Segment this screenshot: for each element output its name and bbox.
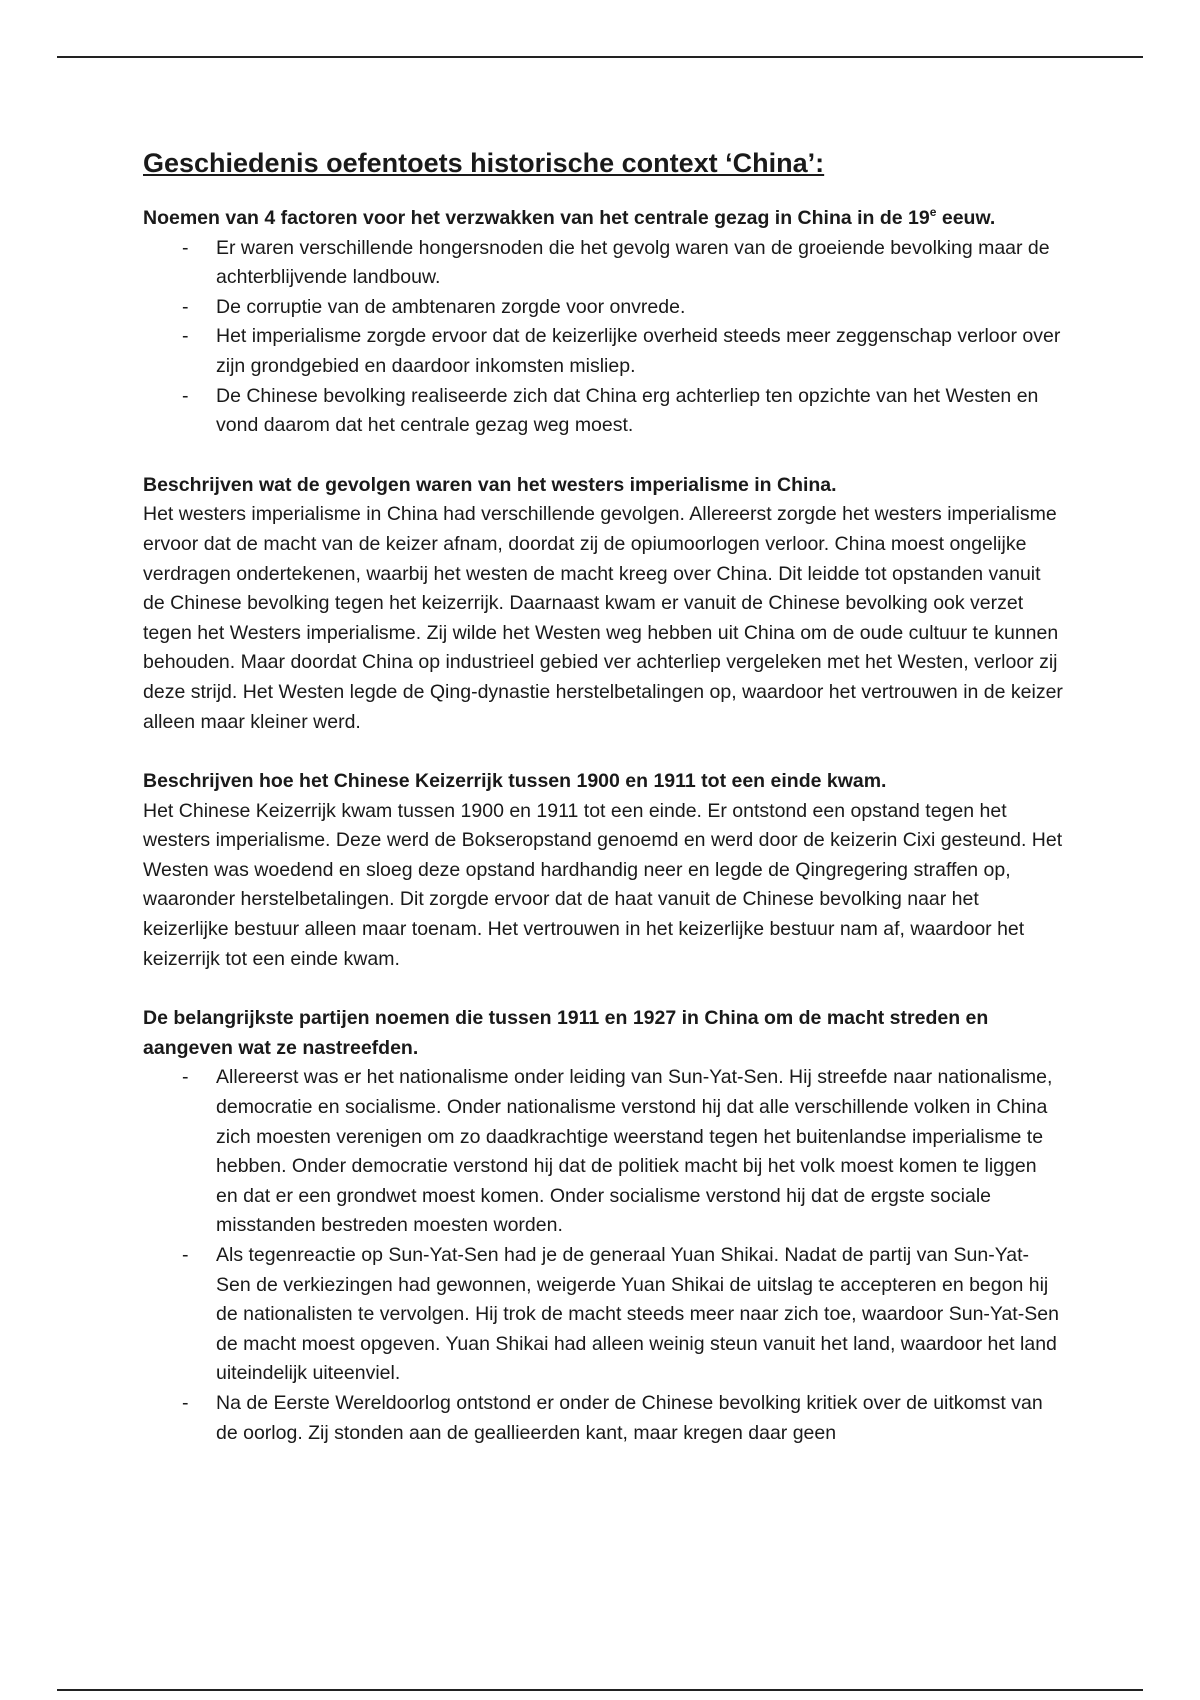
list-item	[143, 322, 1063, 381]
list-item	[143, 293, 1063, 323]
dash-bullet: -	[182, 1244, 189, 1266]
list-item-text: Na de Eerste Wereldoorlog ontstond er onder de Chinese bevolking kritiek over de uitkomst van de oorlog. Zij stonden aan de geallieerden kant, maar kregen daar geen	[216, 1391, 1043, 1444]
dash-bullet: -	[182, 295, 189, 318]
section-heading: De belangrijkste partijen noemen die tussen 1911 en 1927 in China om de macht streden en aangeven wat ze nastreefden.	[143, 1007, 989, 1059]
section-heading	[143, 204, 1063, 234]
list-item	[143, 1063, 1063, 1241]
document-body	[143, 146, 1063, 1478]
document-title: Geschiedenis oefentoets historische context ‘China’:	[143, 148, 825, 178]
section-imperialism	[143, 471, 1063, 737]
dash-bullet: -	[182, 1391, 189, 1414]
header-rule	[57, 56, 1143, 58]
heading-text: Noemen van 4 factoren voor het verzwakken van het centrale gezag in China in de 19	[143, 207, 930, 229]
factor-list	[143, 234, 1063, 441]
footer-rule	[57, 1689, 1143, 1691]
section-paragraph: Het Chinese Keizerrijk kwam tussen 1900 en 1911 tot een einde. Er ontstond een opstand tegen het westers imperialisme. Deze werd de Bokseropstand genoemd en werd door de keizerin Cixi gesteund. Het Westen was woedend en sloeg deze opstand hardhandig neer en legde de Qingregering straffen op, waaronder herstelbetalingen. Dit zorgde ervoor dat de haat vanuit de Chinese bevolking naar het keizerlijke bestuur alleen maar toenam. Het vertrouwen in het keizerlijke bestuur nam af, waardoor het keizerrijk tot een einde kwam.	[143, 799, 1063, 970]
list-item	[143, 382, 1063, 441]
section-empire-end	[143, 767, 1063, 974]
parties-list	[143, 1063, 1063, 1448]
list-item-text: Het imperialisme zorgde ervoor dat de keizerlijke overheid steeds meer zeggenschap verloor over zijn grondgebied en daardoor inkomsten misliep.	[216, 325, 1061, 377]
dash-bullet: -	[182, 384, 189, 407]
dash-bullet: -	[182, 325, 189, 348]
list-item-text: Als tegenreactie op Sun-Yat-Sen had je de generaal Yuan Shikai. Nadat de partij van Sun-Yat-Sen de verkiezingen had gewonnen, weigerde Yuan Shikai de uitslag te accepteren en begon hij de nationalisten te vervolgen. Hij trok de macht steeds meer naar zich toe, waardoor Sun-Yat-Sen de macht moest opgeven. Yuan Shikai had alleen weinig steun vanuit het land, waardoor het land uiteindelijk uiteenviel.	[216, 1244, 1059, 1385]
list-item	[143, 1389, 1063, 1448]
list-item	[143, 1241, 1063, 1389]
list-item-text: Allereerst was er het nationalisme onder leiding van Sun-Yat-Sen. Hij streefde naar nationalisme, democratie en socialisme. Onder nationalisme verstond hij dat alle verschillende volken in China zich moesten verenigen om zo daadkrachtige weerstand tegen het buitenlandse imperialisme te hebben. Onder democratie verstond hij dat de politiek macht bij het volk moest komen te liggen en dat er een grondwet moest komen. Onder socialisme verstond hij dat de ergste sociale misstanden bestreden moesten worden.	[216, 1066, 1053, 1237]
section-factors	[143, 204, 1063, 441]
list-item-text: De corruptie van de ambtenaren zorgde voor onvrede.	[216, 295, 686, 318]
section-heading: Beschrijven hoe het Chinese Keizerrijk tussen 1900 en 1911 tot een einde kwam.	[143, 770, 887, 793]
dash-bullet: -	[182, 1066, 189, 1089]
heading-tail: eeuw.	[936, 207, 996, 229]
section-parties	[143, 1004, 1063, 1448]
dash-bullet: -	[182, 236, 189, 259]
list-item	[143, 234, 1063, 293]
list-item-text: De Chinese bevolking realiseerde zich dat China erg achterliep ten opzichte van het Westen en vond daarom dat het centrale gezag weg moest.	[216, 384, 1039, 437]
heading-superscript: e	[929, 205, 937, 219]
section-heading: Beschrijven wat de gevolgen waren van het westers imperialisme in China.	[143, 473, 837, 496]
list-item-text: Er waren verschillende hongersnoden die het gevolg waren van de groeiende bevolking maar de achterblijvende landbouw.	[216, 236, 1050, 289]
section-paragraph: Het westers imperialisme in China had verschillende gevolgen. Allereerst zorgde het westers imperialisme ervoor dat de macht van de keizer afnam, doordat zij de opiumoorlogen verloor. China moest ongelijke verdragen ondertekenen, waarbij het westen de macht kreeg over China. Dit leidde tot opstanden vanuit de Chinese bevolking tegen het keizerrijk. Daarnaast kwam er vanuit de Chinese bevolking ook verzet tegen het Westers imperialisme. Zij wilde het Westen weg hebben uit China om de oude cultuur te kunnen behouden. Maar doordat China op industrieel gebied ver achterliep vergeleken met het Westen, verloor zij deze strijd. Het Westen legde de Qing-dynastie herstelbetalingen op, waardoor het vertrouwen in de keizer alleen maar kleiner werd.	[143, 503, 1063, 733]
